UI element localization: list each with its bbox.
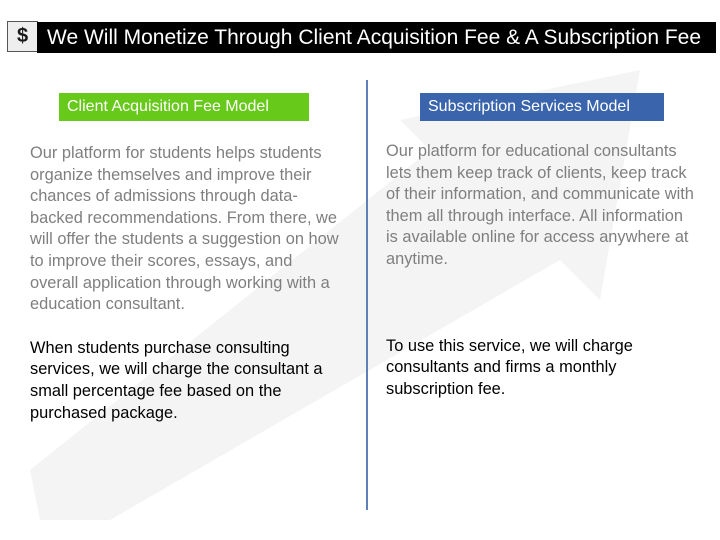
subscription-services-label: Subscription Services Model — [420, 93, 664, 121]
dollar-sign-icon: $ — [7, 21, 38, 52]
client-acquisition-description: Our platform for students helps students organize themselves and improve their chances of admissions through data-backed recommendations. From there, we will offer the students a suggestion on how to improve their scores, essays, and overall application through working with a education consultant. — [30, 144, 339, 314]
client-acquisition-label: Client Acquisition Fee Model — [59, 93, 309, 121]
column-divider — [366, 80, 368, 510]
subscription-pricing: To use this service, we will charge consultants and firms a monthly subscription fee. — [386, 336, 633, 398]
subscription-description: Our platform for educational consultants lets them keep track of clients, keep track of their information, and communicate with them all through interface. All information is available online for access anywhere at anytime. — [386, 142, 694, 268]
client-acquisition-pricing: When students purchase consulting services, we will charge the consultant a small percentage fee based on the purchased package. — [30, 338, 323, 422]
slide-title: We Will Monetize Through Client Acquisition Fee & A Subscription Fee — [37, 22, 716, 53]
left-column — [30, 143, 340, 424]
right-column — [386, 141, 696, 400]
